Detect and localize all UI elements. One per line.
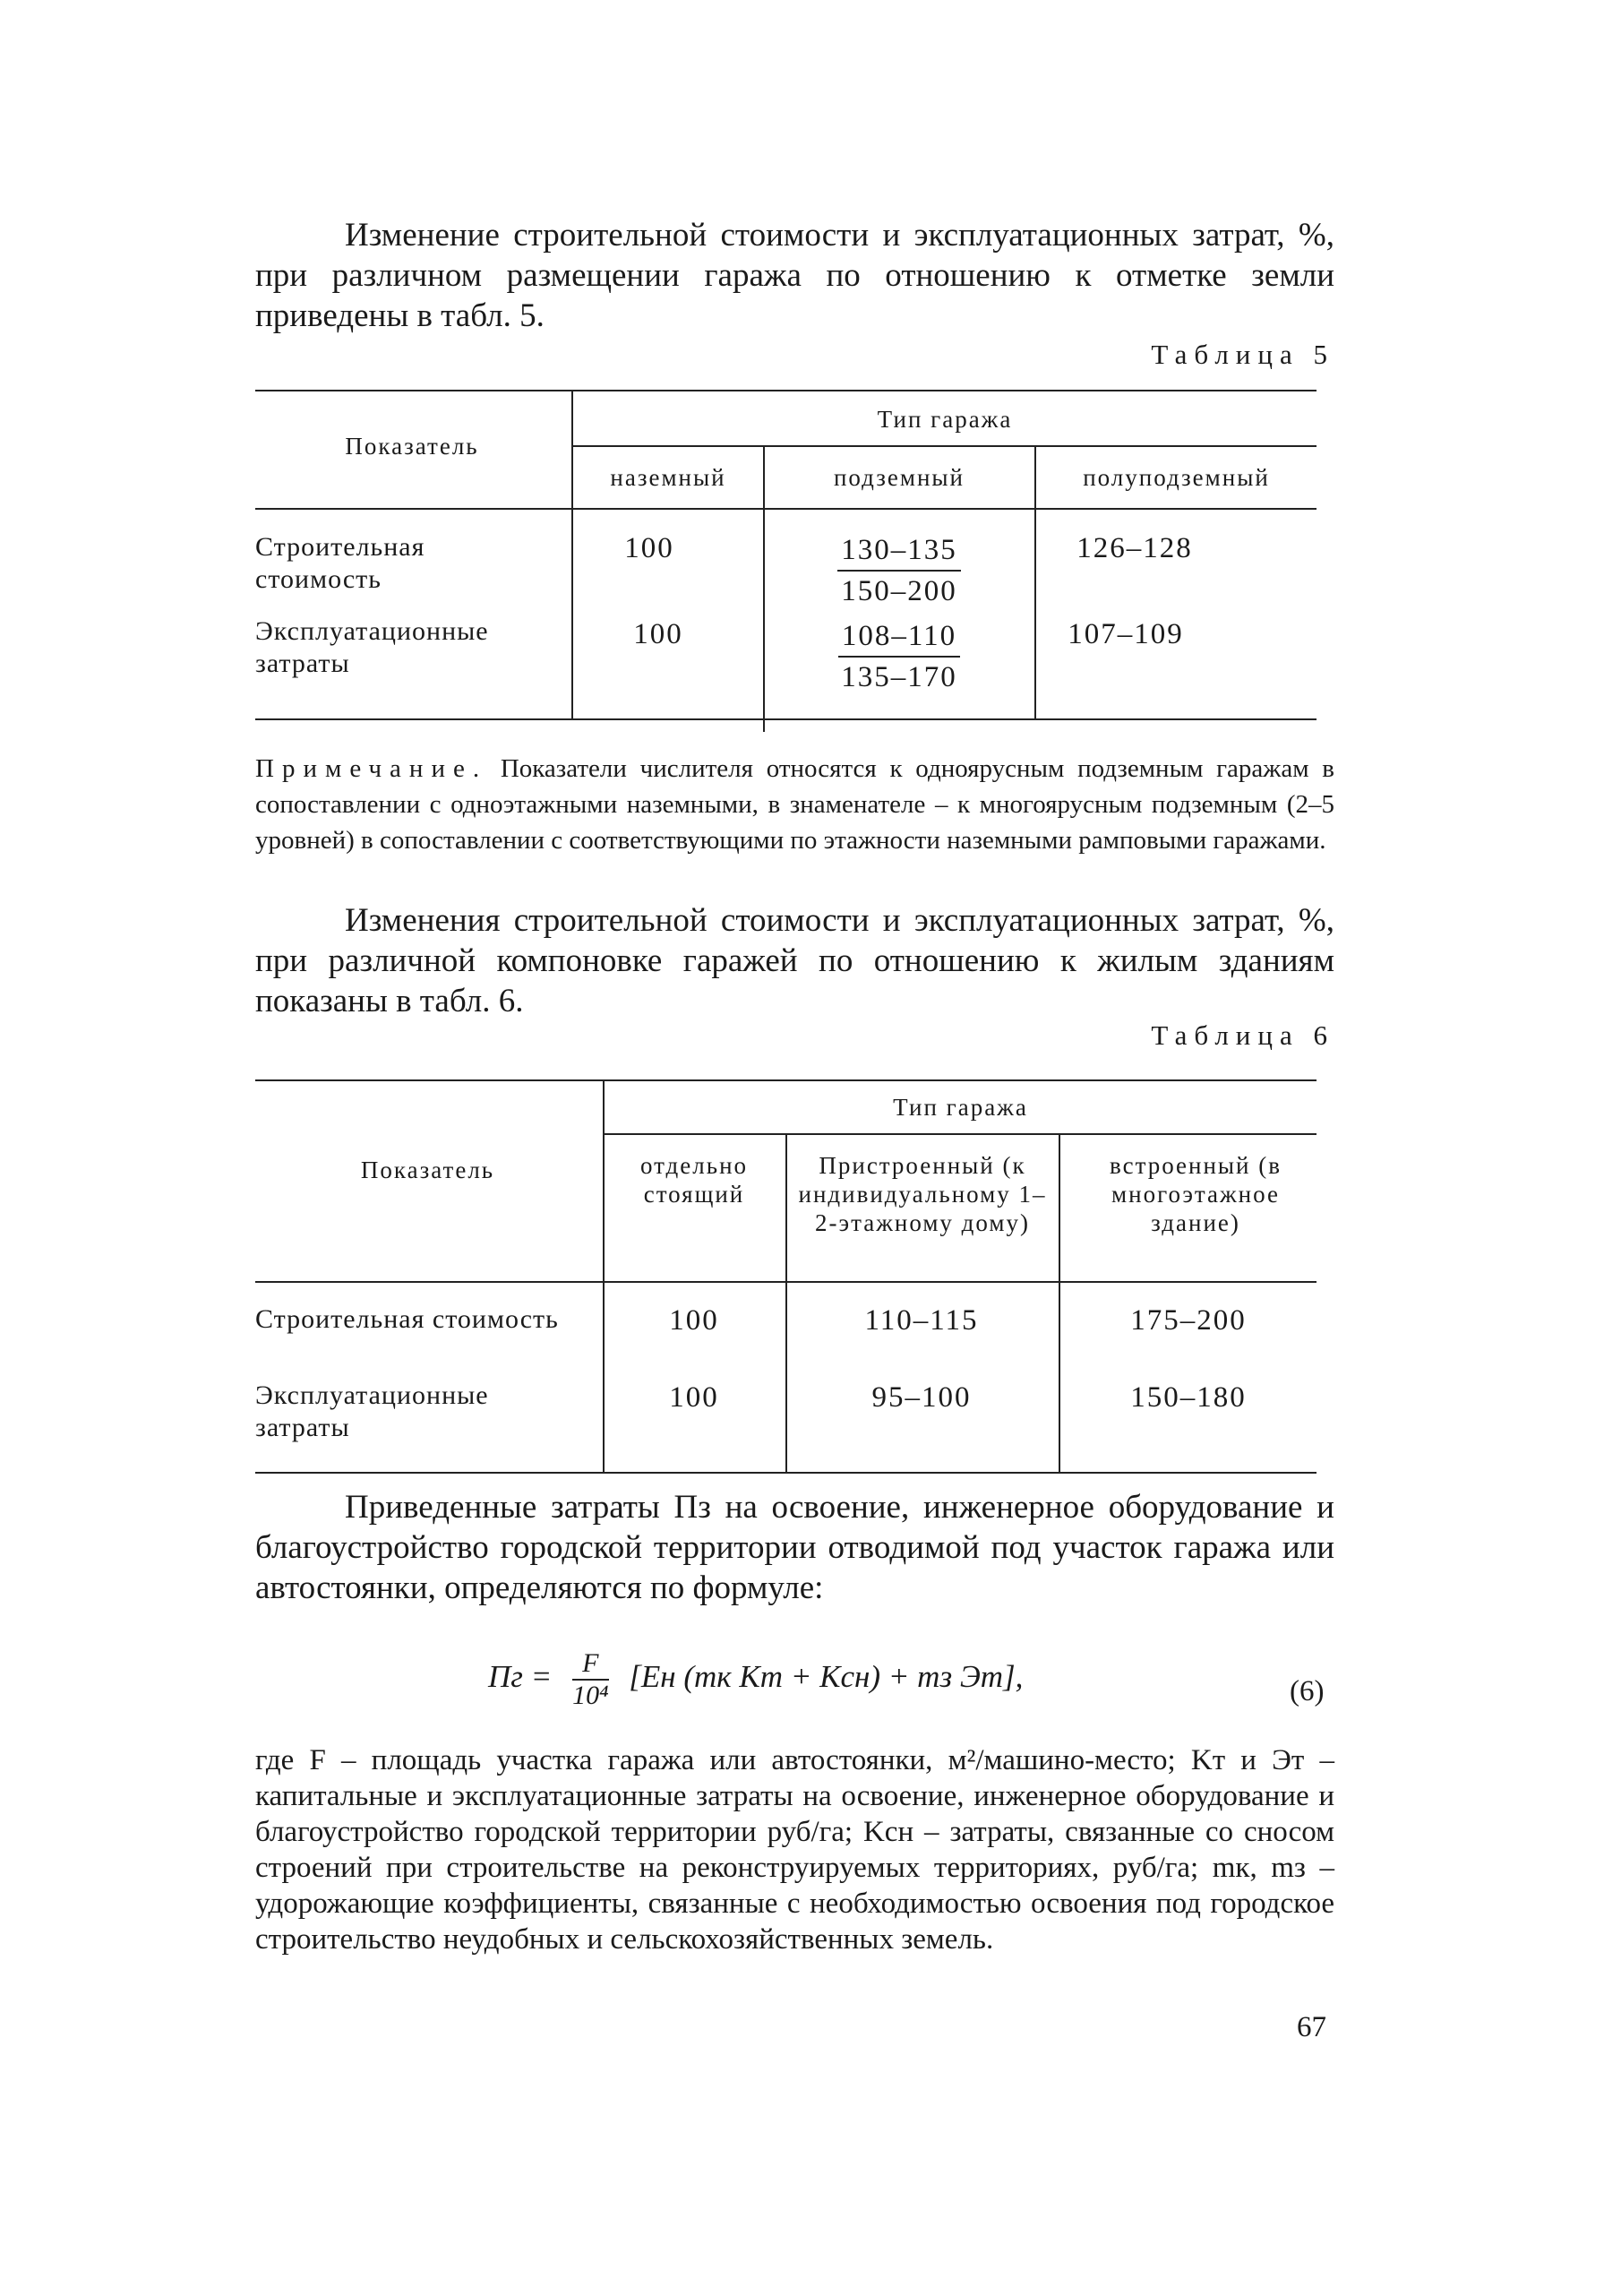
- equation-number: (6): [1290, 1675, 1325, 1707]
- table6-header-garage-type: Тип гаража: [893, 1094, 1028, 1121]
- formula-fraction: [572, 1648, 608, 1711]
- fraction-denominator: 150–200: [841, 575, 957, 607]
- table5-subheader: наземный: [610, 464, 726, 491]
- table6-header-indicator: Показатель: [360, 1157, 495, 1183]
- table6-subheader: отдельно стоящий: [639, 1152, 749, 1208]
- table6-subheader: Пристроенный (к индивидуальному 1–2-этажному дому): [798, 1152, 1047, 1236]
- formula-intro-paragraph: Приведенные затраты Пз на освоение, инженерное оборудование и благоустройство городской территории отводимой под участок гаража или автостоянки, определяются по формуле:: [255, 1489, 1334, 1606]
- table6-cell: 95–100: [871, 1381, 972, 1414]
- formula-6: [488, 1648, 1023, 1711]
- table6-caption: Таблица 6: [1151, 1019, 1334, 1051]
- formula-lhs: Пг =: [488, 1659, 553, 1695]
- table5-cell: 100: [633, 618, 683, 650]
- table5-cell: 100: [624, 532, 674, 564]
- definitions-paragraph: где F – площадь участка гаража или автостоянки, м²/машино-место; Kт и Эт – капитальные и эксплуатационные затраты на освоение, инженерное оборудование и благоустройство городской территории руб/га; Kсн – затраты, связанные со сносом строений при строительстве на реконструируемых территориях, руб/га; mк, mз – удорожающие коэффициенты, связанные с необходимостью освоения под городское строительство неудобных и сельскохозяйственных земель.: [255, 1744, 1334, 1956]
- table5-fraction-cell: [765, 616, 1033, 697]
- formula-fraction-denominator: 10⁴: [572, 1681, 609, 1710]
- table5-subheader: полуподземный: [1083, 464, 1270, 491]
- table5-row-label: Строительная стоимость: [255, 532, 425, 594]
- table6-row-label: Строительная стоимость: [255, 1304, 559, 1334]
- table6-cell: 110–115: [864, 1304, 979, 1337]
- table6-cell: 100: [669, 1304, 719, 1337]
- fraction-numerator: 108–110: [838, 616, 960, 658]
- formula-fraction-numerator: F: [572, 1648, 608, 1681]
- note-text: Показатели числителя относятся к одноярусным подземным гаражам в сопоставлении с одноэтажными наземными, в знаменателе – к многоярусным подземным (2–5 уровней) в сопоставлении с соответствующими по этажности наземными рамповыми гаражами.: [255, 754, 1334, 855]
- table5-subheader: подземный: [833, 464, 965, 491]
- page-number: 67: [1297, 2011, 1326, 2043]
- table5-header-garage-type: Тип гаража: [877, 406, 1013, 433]
- table5-fraction-cell: [765, 530, 1033, 611]
- fraction-numerator: 130–135: [837, 530, 961, 572]
- table6-subheader: встроенный (в многоэтажное здание): [1110, 1152, 1282, 1236]
- fraction-denominator: 135–170: [841, 661, 957, 693]
- table6-cell: 150–180: [1130, 1381, 1247, 1414]
- table5-header-indicator: Показатель: [345, 433, 479, 460]
- table5-cell: 126–128: [1076, 532, 1193, 564]
- table6-cell: 175–200: [1130, 1304, 1247, 1337]
- intro-paragraph-table6: Изменения строительной стоимости и эксплуатационных затрат, %, при различной компоновке гаражей по отношению к жилым зданиям показаны в табл. 6.: [255, 902, 1334, 1019]
- table5-cell: 107–109: [1068, 618, 1184, 650]
- table5-row-label: Эксплуатационные затраты: [255, 616, 489, 678]
- note-lead: Примечание.: [255, 754, 488, 783]
- table6-row-label: Эксплуатационные затраты: [255, 1380, 489, 1442]
- table5-caption: Таблица 5: [1151, 339, 1334, 370]
- formula-rhs: [Eн (mк Kт + Kсн) + mз Эт],: [629, 1659, 1024, 1695]
- table6-cell: 100: [669, 1381, 719, 1414]
- intro-paragraph-table5: Изменение строительной стоимости и эксплуатационных затрат, %, при различном размещении гаража по отношению к отметке земли приведены в табл. 5.: [255, 217, 1334, 334]
- table5-note: [255, 751, 1334, 858]
